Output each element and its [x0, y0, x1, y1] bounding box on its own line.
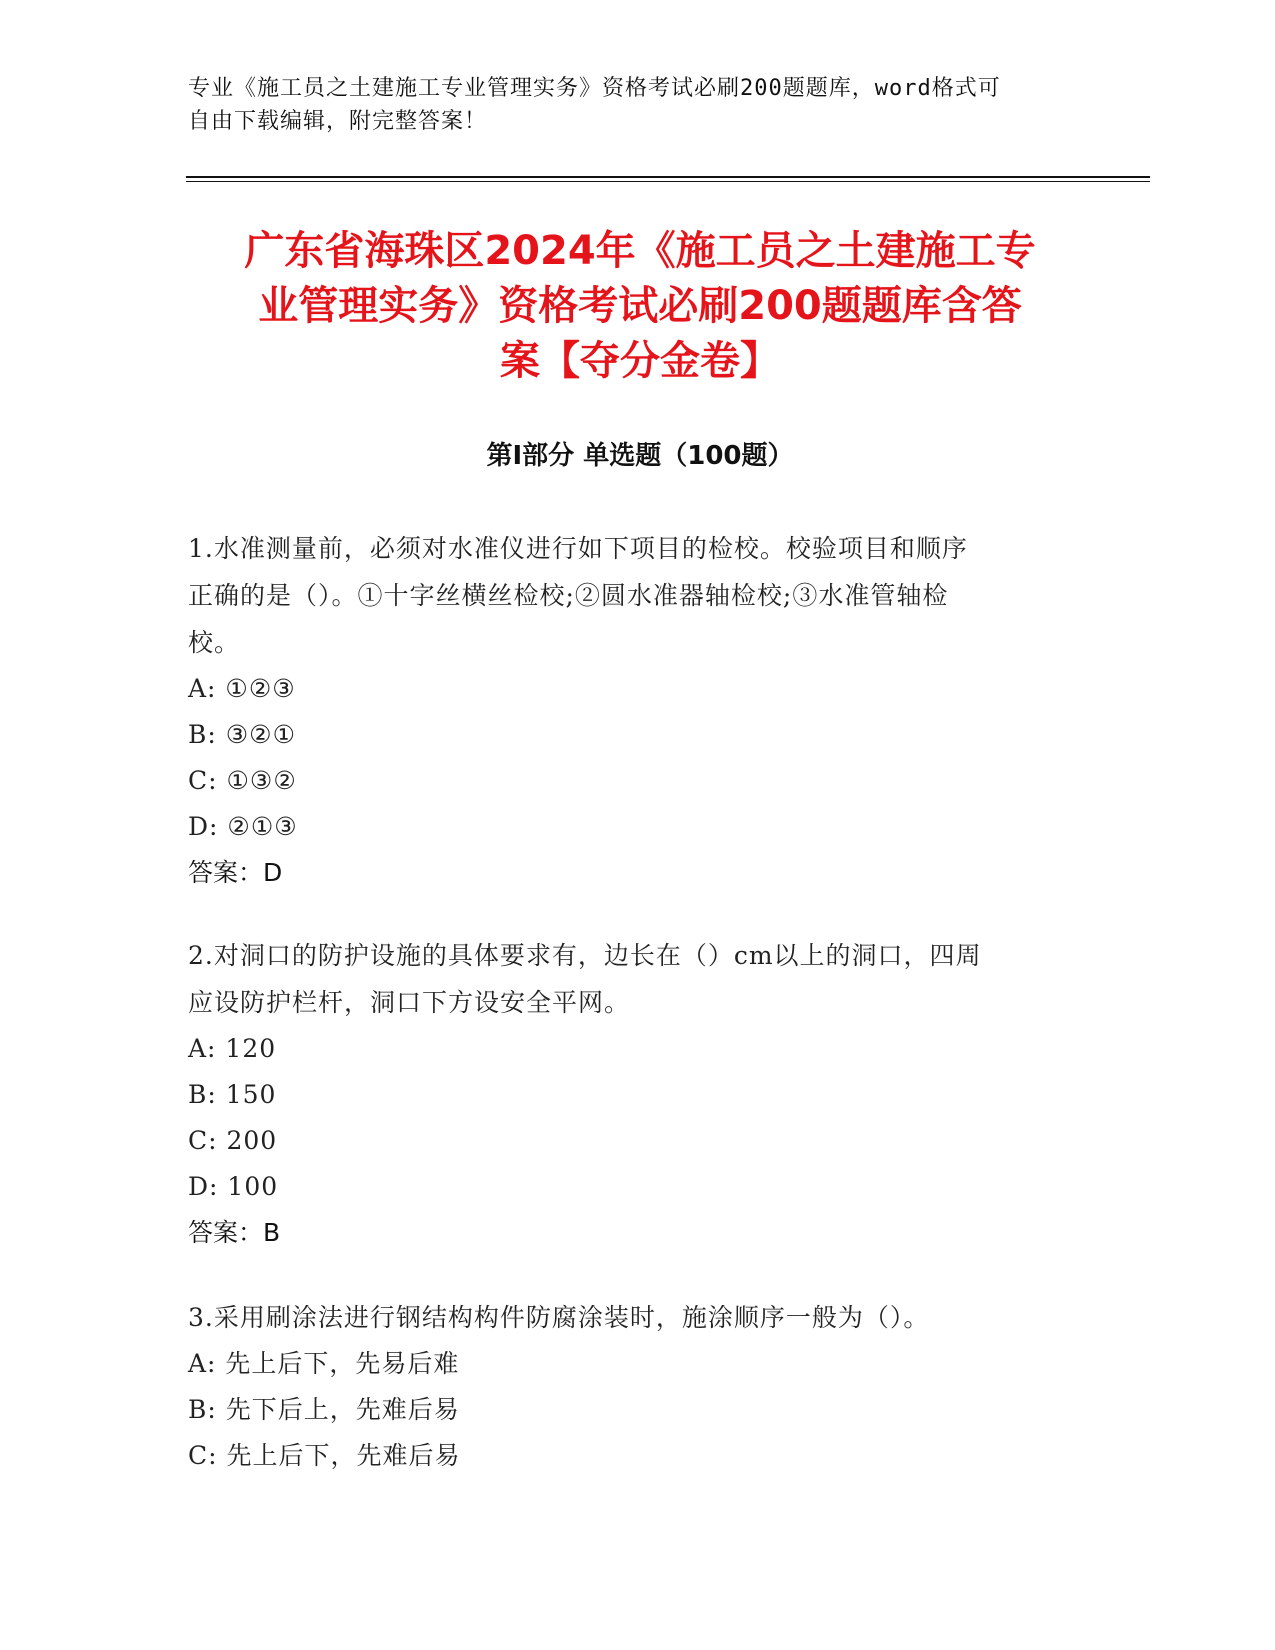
question-3	[188, 1294, 1068, 1479]
answer-line: 答案：B	[188, 1218, 281, 1247]
option-b: B: 150	[188, 1080, 277, 1109]
option-d: D: 100	[188, 1172, 279, 1201]
header-divider-thick	[186, 176, 1150, 178]
question-stem-line: 2.对洞口的防护设施的具体要求有，边长在（）cm以上的洞口，四周	[188, 941, 982, 970]
option-d: D: ②①③	[188, 812, 298, 841]
answer-line: 答案：D	[188, 858, 283, 887]
option-c: C: ①③②	[188, 766, 297, 795]
question-stem	[188, 1294, 1068, 1341]
option-c: C: 先上后下，先难后易	[188, 1441, 461, 1470]
question-2	[188, 932, 1068, 1256]
option-b: B: 先下后上，先难后易	[188, 1395, 460, 1424]
header-note	[188, 72, 1068, 138]
option-a: A: ①②③	[188, 674, 296, 703]
question-stem-line: 应设防护栏杆，洞口下方设安全平网。	[188, 988, 631, 1017]
question-stem-line: 3.采用刷涂法进行钢结构构件防腐涂装时，施涂顺序一般为（）。	[188, 1303, 930, 1332]
question-stem	[188, 932, 1068, 1026]
question-1	[188, 525, 1068, 896]
document-title-line: 广东省海珠区2024年《施工员之土建施工专	[244, 228, 1036, 274]
header-note-line: 自由下载编辑，附完整答案！	[188, 109, 488, 134]
section-heading: 第Ⅰ部分 单选题（100题）	[486, 441, 794, 471]
question-stem-line: 1.水准测量前，必须对水准仪进行如下项目的检校。校验项目和顺序	[188, 534, 968, 563]
document-title-line: 案【夺分金卷】	[500, 338, 780, 384]
option-a: A: 先上后下，先易后难	[188, 1349, 460, 1378]
document-title	[180, 224, 1100, 389]
option-b: B: ③②①	[188, 720, 296, 749]
header-divider-thin	[186, 181, 1150, 182]
option-c: C: 200	[188, 1126, 278, 1155]
question-stem-line: 正确的是（）。①十字丝横丝检校;②圆水准器轴检校;③水准管轴检	[188, 581, 949, 610]
question-stem	[188, 525, 1068, 666]
option-a: A: 120	[188, 1034, 277, 1063]
header-note-line: 专业《施工员之土建施工专业管理实务》资格考试必刷200题题库，word格式可	[188, 76, 1001, 101]
question-stem-line: 校。	[188, 628, 241, 657]
document-title-line: 业管理实务》资格考试必刷200题题库含答	[258, 283, 1022, 329]
